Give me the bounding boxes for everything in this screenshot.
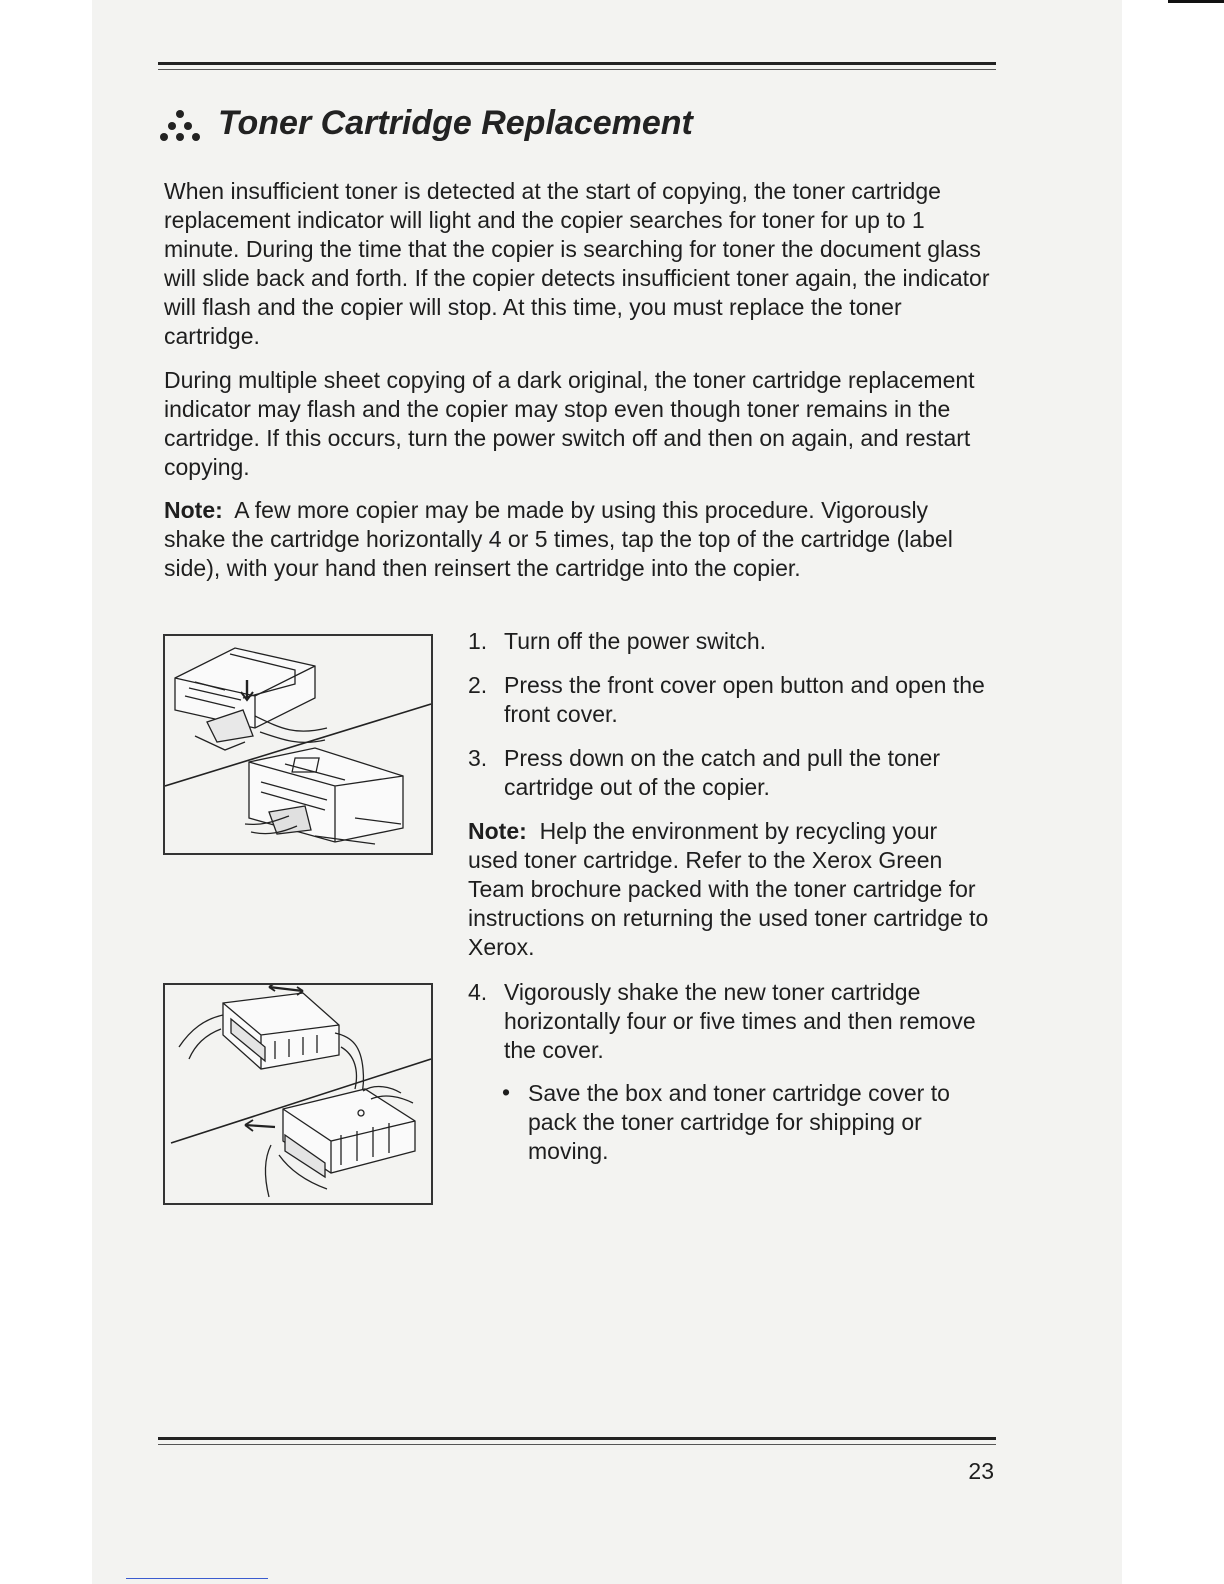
page-margin-right [1122,0,1224,1584]
section-title-text: Toner Cartridge Replacement [218,104,693,142]
scan-artifact-line [126,1578,268,1579]
page-margin-left [0,0,92,1584]
scan-mark [1168,0,1224,3]
section-title [160,104,693,143]
bullet-item [502,1079,982,1166]
step-2 [468,671,993,729]
recycling-note [468,817,993,962]
note-label: Note: [164,497,223,523]
figure-remove-cartridge [163,634,433,855]
step-4 [468,978,993,1065]
step-number: 3. [468,745,488,771]
note-paragraph [164,496,994,583]
step-number: 1. [468,628,488,654]
step-number: 2. [468,672,488,698]
step-1 [468,627,993,656]
bullet-text: Save the box and toner cartridge cover to pack the toner cartridge for shipping or moving. [528,1080,950,1164]
note-label: Note: [468,818,527,844]
page-number: 23 [968,1458,994,1484]
bullet-symbol: • [502,1079,511,1105]
step-text: Press the front cover open button and open the front cover. [504,672,985,727]
header-rule [158,62,996,70]
intro-paragraph: When insufficient toner is detected at the start of copying, the toner cartridge replacement indicator will light and the copier searches for toner for up to 1 minute. During the time that the copier is searching for toner the document glass will slide back and forth. If the copier detects insufficient toner again, the indicator will flash and the copier will stop. At this time, you must replace the toner cartridge. [164,178,990,349]
step-text: Turn off the power switch. [504,628,767,654]
note-text: Help the environment by recycling your used toner cartridge. Refer to the Xerox Green Team brochure packed with the toner cartridge for instructions on returning the used toner cartridge to Xerox. [468,818,989,960]
three-dot-triangle-icon [160,107,200,141]
footer-rule [158,1437,996,1445]
step-text: Vigorously shake the new toner cartridge horizontally four or five times and then remove the cover. [504,979,976,1063]
dark-original-paragraph: During multiple sheet copying of a dark original, the toner cartridge replacement indicator may flash and the copier may stop even though toner remains in the cartridge. If this occurs, turn the power switch off and then on again, and restart copying. [164,367,975,480]
figure-shake-cartridge [163,983,433,1205]
step-3 [468,744,993,802]
step-number: 4. [468,979,488,1005]
step-text: Press down on the catch and pull the toner cartridge out of the copier. [504,745,941,800]
note-text: A few more copier may be made by using this procedure. Vigorously shake the cartridge horizontally 4 or 5 times, tap the top of the cartridge (label side), with your hand then reinsert the cartridge into the copier. [164,497,953,581]
